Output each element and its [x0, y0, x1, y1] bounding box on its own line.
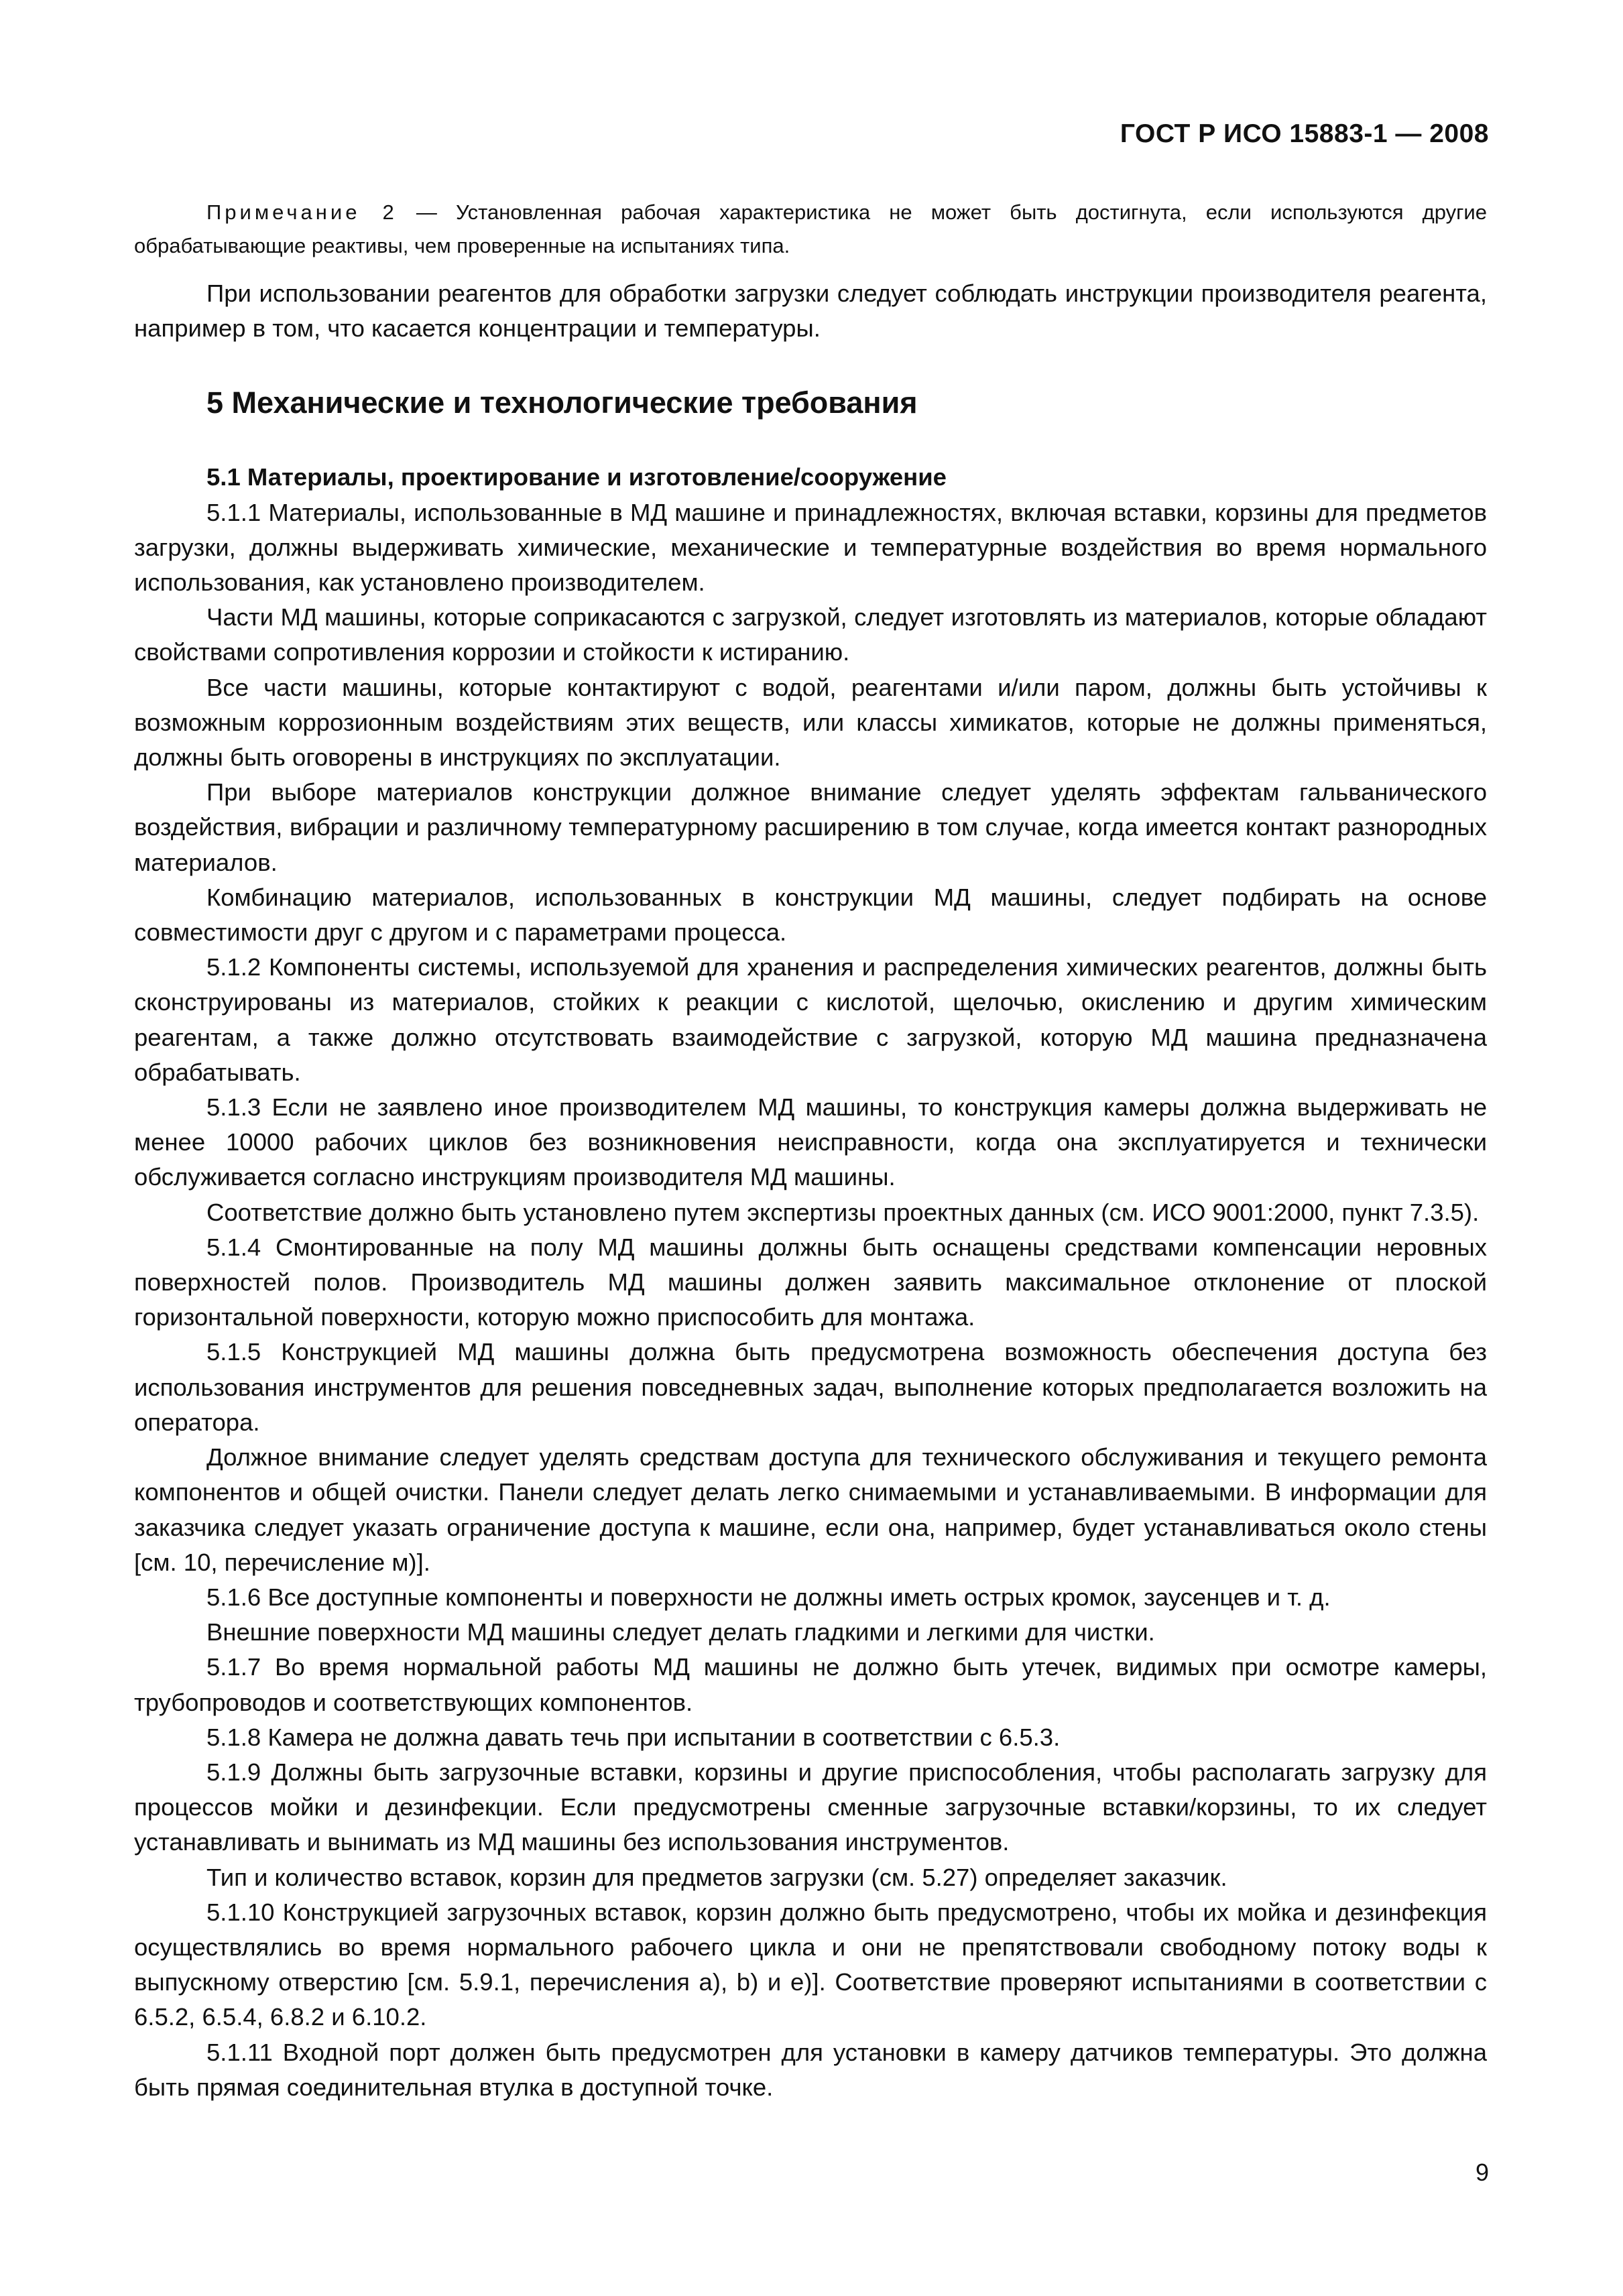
note-text: — Установленная рабочая характеристика не может быть достигнута, если используются другие обрабатывающие реактивы, чем проверенные на испытаниях типа.: [134, 200, 1487, 257]
paragraph: 5.1.4 Смонтированные на полу МД машины должны быть оснащены средствами компенсации неровных поверхностей полов. Производитель МД машины должен заявить максимальное отклонение от плоской горизонтальной поверхности, которую можно приспособить для монтажа.: [134, 1233, 1487, 1331]
page-content: [134, 196, 1487, 2105]
subsection-title: 5.1 Материалы, проектирование и изготовление/сооружение: [206, 463, 947, 491]
paragraph: 5.1.8 Камера не должна давать течь при испытании в соответствии с 6.5.3.: [206, 1723, 1061, 1751]
paragraph: 5.1.2 Компоненты системы, используемой для хранения и распределения химических реагентов, должны быть сконструированы из материалов, стойких к реакции с кислотой, щелочью, окислению и другим химическим реагентам, а также должно отсутствовать взаимодействие с загрузкой, которую МД машина предназначена обрабатывать.: [134, 953, 1487, 1086]
paragraph: 5.1.9 Должны быть загрузочные вставки, корзины и другие приспособления, чтобы располагать загрузку для процессов мойки и дезинфекции. Если предусмотрены сменные загрузочные вставки/корзины, то их следует устанавливать и вынимать из МД машины без использования инструментов.: [134, 1758, 1487, 1856]
paragraph: Должное внимание следует уделять средствам доступа для технического обслуживания и текущего ремонта компонентов и общей очистки. Панели следует делать легко снимаемыми и устанавливаемыми. В информации для заказчика следует указать ограничение доступа к машине, если она, например, будет устанавливаться около стены [см. 10, перечисление м)].: [134, 1443, 1487, 1576]
paragraph: 5.1.7 Во время нормальной работы МД машины не должно быть утечек, видимых при осмотре камеры, трубопроводов и соответствующих компонентов.: [134, 1653, 1487, 1716]
paragraph: Тип и количество вставок, корзин для предметов загрузки (см. 5.27) определяет заказчик.: [206, 1863, 1227, 1891]
standard-header: ГОСТ Р ИСО 15883-1 — 2008: [1120, 119, 1489, 148]
note-paragraph: [134, 196, 1487, 263]
paragraph: Соответствие должно быть установлено путем экспертизы проектных данных (см. ИСО 9001:2000, пункт 7.3.5).: [206, 1198, 1480, 1226]
paragraph: При выборе материалов конструкции должное внимание следует уделять эффектам гальванического воздействия, вибрации и различному температурному расширению в том случае, когда имеется контакт разнородных материалов.: [134, 778, 1487, 876]
paragraph: 5.1.10 Конструкцией загрузочных вставок, корзин должно быть предусмотрено, чтобы их мойка и дезинфекция осуществлялись во время нормального рабочего цикла и они не препятствовали свободному потоку воды к выпускному отверстию [см. 5.9.1, перечисления а), b) и е)]. Соответствие проверяют испытаниями в соответствии с 6.5.2, 6.5.4, 6.8.2 и 6.10.2.: [134, 1898, 1487, 2031]
paragraph: 5.1.11 Входной порт должен быть предусмотрен для установки в камеру датчиков температуры. Это должна быть прямая соединительная втулка в доступной точке.: [134, 2038, 1487, 2101]
paragraph: Все части машины, которые контактируют с водой, реагентами и/или паром, должны быть устойчивы к возможным коррозионным воздействиям этих веществ, или классы химикатов, которые не должны применяться, должны быть оговорены в инструкциях по эксплуатации.: [134, 673, 1487, 772]
paragraph: Части МД машины, которые соприкасаются с загрузкой, следует изготовлять из материалов, которые обладают свойствами сопротивления коррозии и стойкости к истиранию.: [134, 603, 1487, 666]
note-label: Примечание 2: [206, 200, 398, 224]
paragraph: 5.1.1 Материалы, использованные в МД машине и принадлежностях, включая вставки, корзины для предметов загрузки, должны выдерживать химические, механические и температурные воздействия во время нормального использования, как установлено производителем.: [134, 498, 1487, 597]
paragraph: 5.1.5 Конструкцией МД машины должна быть предусмотрена возможность обеспечения доступа без использования инструментов для решения повседневных задач, выполнение которых предполагается возложить на оператора.: [134, 1338, 1487, 1436]
paragraph: 5.1.6 Все доступные компоненты и поверхности не должны иметь острых кромок, заусенцев и т. д.: [206, 1583, 1331, 1611]
page-number: 9: [1475, 2159, 1489, 2186]
paragraph: Внешние поверхности МД машины следует делать гладкими и легкими для чистки.: [206, 1618, 1155, 1646]
paragraph: Комбинацию материалов, использованных в конструкции МД машины, следует подбирать на основе совместимости друг с другом и с параметрами процесса.: [134, 883, 1487, 947]
intro-paragraph: При использовании реагентов для обработки загрузки следует соблюдать инструкции производителя реагента, например в том, что касается концентрации и температуры.: [134, 280, 1487, 343]
section-title: 5 Механические и технологические требования: [206, 385, 918, 420]
paragraph: 5.1.3 Если не заявлено иное производителем МД машины, то конструкция камеры должна выдерживать не менее 10000 рабочих циклов без возникновения неисправности, когда она эксплуатируется и технически обслуживается согласно инструкциям производителя МД машины.: [134, 1093, 1487, 1191]
